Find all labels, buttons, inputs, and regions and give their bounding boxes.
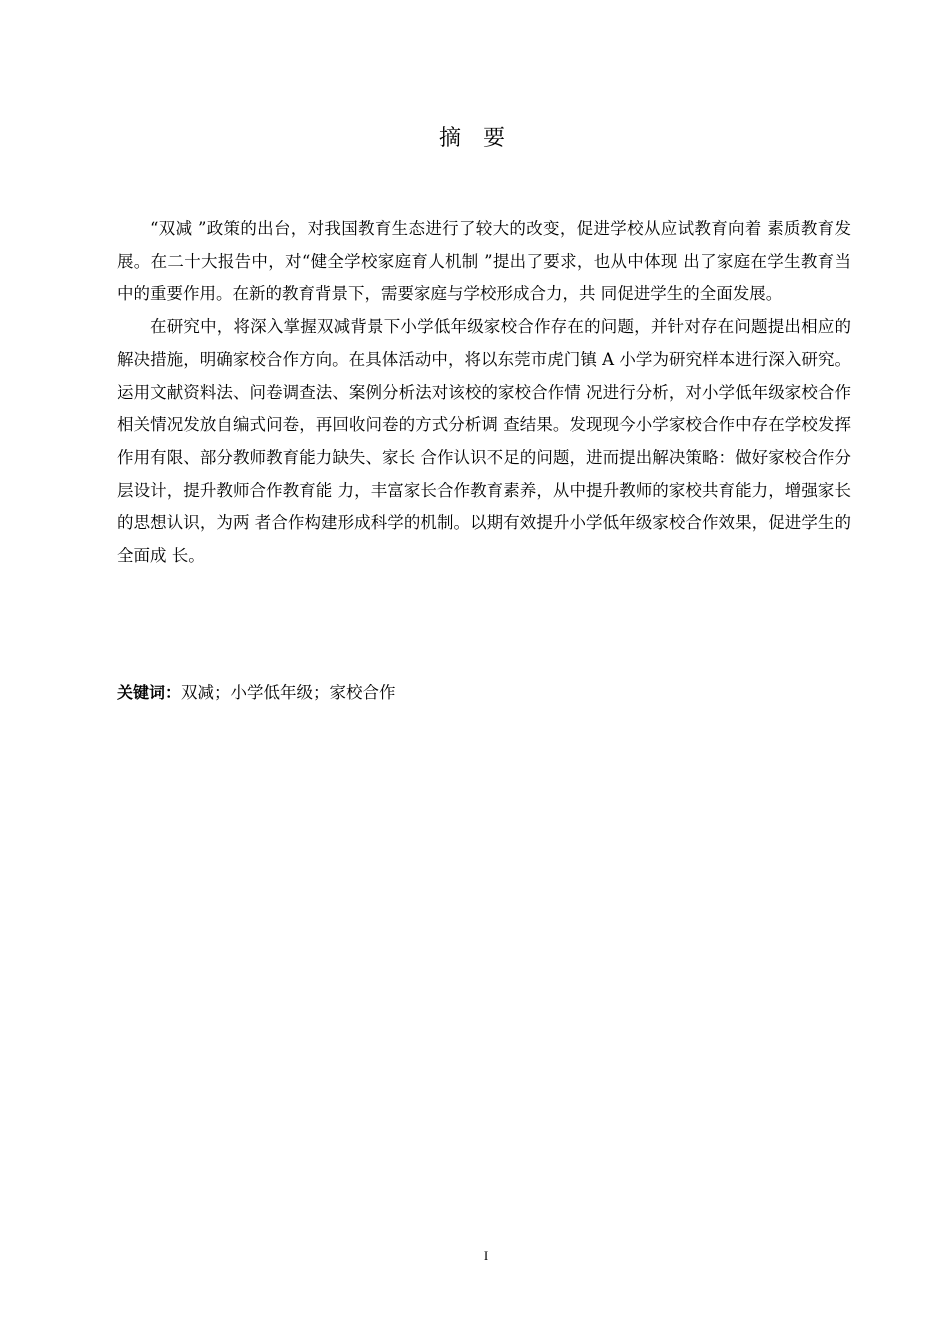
abstract-paragraph-1: “双减 ”政策的出台，对我国教育生态进行了较大的改变，促进学校从应试教育向着 素质教育发展。在二十大报告中，对“健全学校家庭育人机制 ”提出了要求，也从中体现 出了家庭在学生教育当中的重要作用。在新的教育背景下，需要家庭与学校形成合力，共 同促进学生的全面发展。 <box>117 219 851 304</box>
page-number: I <box>483 1248 489 1263</box>
keywords-line <box>117 678 396 708</box>
abstract-body <box>117 213 851 573</box>
abstract-paragraph-2: 在研究中，将深入掌握双减背景下小学低年级家校合作存在的问题，并针对存在问题提出相应的解决措施，明确家校合作方向。在具体活动中，将以东莞市虎门镇 A 小学为研究样本进行深入研究。运用文献资料法、问卷调查法、案例分析法对该校的家校合作情 况进行分析，对小学低年级家校合作相关情况发放自编式问卷，再回收问卷的方式分析调 查结果。发现现今小学家校合作中存在学校发挥作用有限、部分教师教育能力缺失、家长 合作认识不足的问题，进而提出解决策略：做好家校合作分层设计，提升教师合作教育能 力，丰富家长合作教育素养，从中提升教师的家校共育能力，增强家长的思想认识，为两 者合作构建形成科学的机制。以期有效提升小学低年级家校合作效果，促进学生的全面成 长。 <box>117 317 851 566</box>
keywords-text: 双减；小学低年级；家校合作 <box>181 683 396 702</box>
keywords-label: 关键词： <box>117 683 182 702</box>
abstract-title: 摘要 <box>438 126 527 151</box>
